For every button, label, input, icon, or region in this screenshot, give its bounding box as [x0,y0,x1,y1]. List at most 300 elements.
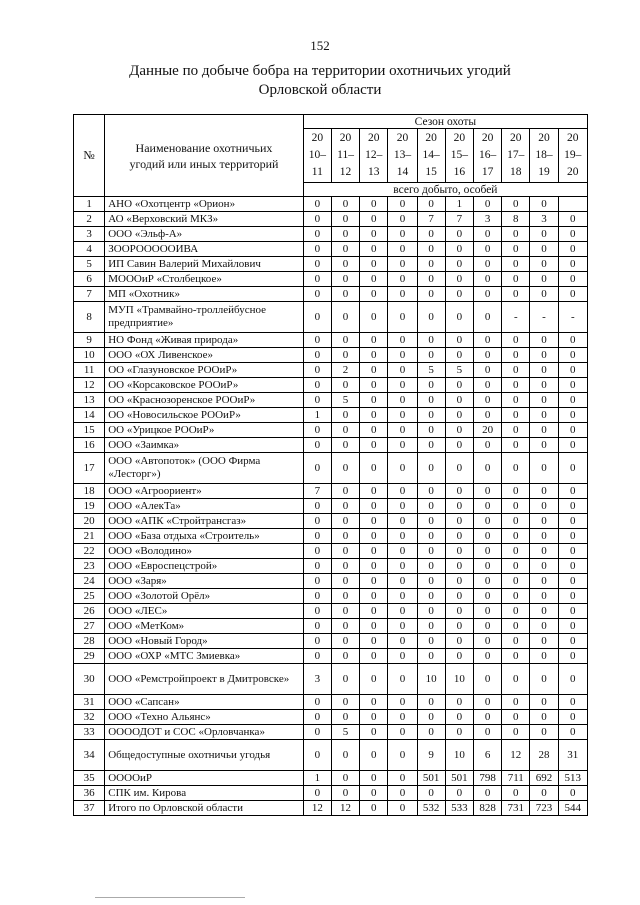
harvest-count: 0 [303,287,331,302]
harvest-count: 0 [558,453,587,484]
hunting-ground-name: ОО «Краснозоренское РООиР» [105,393,304,408]
harvest-count: 0 [388,408,417,423]
hunting-ground-name: ООО «Золотой Орёл» [105,589,304,604]
table-row [74,695,588,710]
harvest-count: 0 [360,740,388,771]
hunting-ground-name: АНО «Охотцентр «Орион» [105,197,304,212]
harvest-count: 0 [303,710,331,725]
row-number: 21 [74,529,105,544]
harvest-count: 0 [360,423,388,438]
harvest-count: 0 [388,649,417,664]
harvest-count: 0 [530,408,558,423]
table-row [74,771,588,786]
season-year-part: 17 [481,166,494,178]
hunting-ground-name: ООО «Заимка» [105,438,304,453]
season-year-part: 18 [510,166,522,178]
harvest-count: 0 [558,604,587,619]
hunting-ground-name: ОО «Глазуновское РООиР» [105,363,304,378]
harvest-count: - [530,302,558,333]
harvest-count: 0 [417,529,445,544]
harvest-count: 0 [417,227,445,242]
harvest-count: 0 [360,453,388,484]
row-number: 8 [74,302,105,333]
season-year-header [331,129,359,183]
row-number: 24 [74,574,105,589]
harvest-count: 20 [473,423,501,438]
season-year-part: 20 [481,132,494,144]
harvest-count: 0 [473,619,501,634]
row-number: 28 [74,634,105,649]
harvest-count: 0 [303,544,331,559]
harvest-count: 5 [417,363,445,378]
harvest-count: 0 [388,348,417,363]
harvest-count: 0 [502,227,530,242]
hunting-ground-name: ООО «Заря» [105,574,304,589]
hunting-ground-name: ОО «Урицкое РООиР» [105,423,304,438]
harvest-count: 0 [388,242,417,257]
harvest-count: 0 [303,378,331,393]
harvest-count: 0 [502,574,530,589]
harvest-count: 0 [417,514,445,529]
harvest-count: 0 [473,408,501,423]
harvest-count: 0 [388,695,417,710]
harvest-count: 0 [303,333,331,348]
harvest-count: 0 [530,453,558,484]
harvest-count: 0 [502,695,530,710]
harvest-count: 0 [331,529,359,544]
harvest-count: 1 [303,408,331,423]
season-year-part: 16 [453,166,466,178]
harvest-count: 0 [331,649,359,664]
table-row [74,423,588,438]
harvest-count: 0 [445,438,473,453]
harvest-count: 0 [417,393,445,408]
harvest-count: 0 [303,197,331,212]
harvest-count: 0 [558,619,587,634]
harvest-count: 3 [473,212,501,227]
harvest-count: 731 [502,801,530,816]
harvest-count: 0 [558,287,587,302]
harvest-count: 0 [530,619,558,634]
harvest-count: 0 [388,604,417,619]
harvest-count: 0 [331,287,359,302]
harvest-count: 0 [445,604,473,619]
harvest-count: 0 [473,499,501,514]
harvest-count: 0 [530,574,558,589]
table-row [74,710,588,725]
harvest-count: 0 [388,438,417,453]
harvest-count: 10 [417,664,445,695]
harvest-count: 0 [360,348,388,363]
hunting-ground-name: ИП Савин Валерий Михайлович [105,257,304,272]
season-year-part: 11 [311,166,323,178]
harvest-count: 0 [445,408,473,423]
harvest-count: 0 [303,559,331,574]
harvest-count: 0 [331,438,359,453]
hunting-ground-name: ООО «МетКом» [105,619,304,634]
harvest-count: 0 [388,619,417,634]
harvest-count: 0 [360,589,388,604]
hunting-ground-name: ООО «ОХ Ливенское» [105,348,304,363]
harvest-count: 0 [417,649,445,664]
harvest-count: 0 [502,287,530,302]
table-row [74,529,588,544]
harvest-count: 0 [331,604,359,619]
harvest-count: 0 [502,589,530,604]
column-header-name [105,115,304,197]
season-year-part: 14– [422,149,440,161]
harvest-count: 0 [558,529,587,544]
harvest-count: 0 [445,589,473,604]
harvest-count: 0 [388,514,417,529]
table-row [74,559,588,574]
harvest-count: 0 [388,212,417,227]
season-year-part: 16– [478,149,497,161]
harvest-count: 0 [473,287,501,302]
harvest-count: 0 [502,197,530,212]
harvest-count: 0 [473,695,501,710]
harvest-count: 5 [331,725,359,740]
harvest-count: 0 [331,771,359,786]
harvest-count: 0 [558,242,587,257]
harvest-count: 0 [473,529,501,544]
harvest-count: 0 [331,514,359,529]
row-number: 26 [74,604,105,619]
row-number: 31 [74,695,105,710]
harvest-count: 0 [388,499,417,514]
harvest-count: 711 [502,771,530,786]
hunting-ground-name: ОО «Новосильское РООиР» [105,408,304,423]
table-row [74,227,588,242]
harvest-count: 501 [445,771,473,786]
table-row [74,212,588,227]
table-row [74,589,588,604]
harvest-count: 0 [388,378,417,393]
hunting-ground-name: Общедоступные охотничьи угодья [105,740,304,771]
harvest-count: 0 [417,619,445,634]
harvest-count: 0 [303,363,331,378]
row-number: 23 [74,559,105,574]
harvest-count: 0 [502,408,530,423]
harvest-count: 0 [445,725,473,740]
harvest-count: 0 [473,363,501,378]
table-row [74,348,588,363]
row-number: 35 [74,771,105,786]
row-number: 16 [74,438,105,453]
harvest-count: 0 [530,664,558,695]
harvest-count: 0 [417,272,445,287]
row-number: 29 [74,649,105,664]
harvest-count: 0 [558,649,587,664]
harvest-count: 0 [502,619,530,634]
season-year-header [445,129,473,183]
harvest-count: 0 [303,529,331,544]
harvest-count: 0 [417,287,445,302]
season-year-header [530,129,558,183]
season-year-part: 14 [396,166,409,178]
harvest-count: 0 [530,514,558,529]
row-number: 17 [74,453,105,484]
row-number: 18 [74,484,105,499]
row-number: 19 [74,499,105,514]
harvest-count: 2 [331,363,359,378]
harvest-count: 0 [388,227,417,242]
harvest-count: 0 [502,423,530,438]
harvest-count: 0 [502,499,530,514]
season-year-part: 18– [535,149,553,161]
harvest-count: 0 [473,197,501,212]
table-row [74,484,588,499]
harvest-count: 0 [388,574,417,589]
season-year-part: 10– [308,149,326,161]
row-number: 3 [74,227,105,242]
harvest-count: 0 [331,589,359,604]
harvest-count: 0 [445,272,473,287]
harvest-count: 828 [473,801,501,816]
unit-header: всего добыто, особей [303,183,587,197]
harvest-count: 0 [331,212,359,227]
harvest-count: 0 [558,786,587,801]
season-year-part: 20 [339,132,352,144]
hunting-ground-name: ООО «АПК «Стройтрансгаз» [105,514,304,529]
harvest-count: 0 [303,348,331,363]
harvest-count: 0 [388,197,417,212]
harvest-count: 0 [388,559,417,574]
harvest-count: 0 [445,287,473,302]
hunting-ground-name: ООО «Евроспецстрой» [105,559,304,574]
harvest-count: 0 [473,348,501,363]
harvest-count: 0 [445,786,473,801]
harvest-count: 0 [303,634,331,649]
harvest-count: 0 [331,408,359,423]
column-header-name-line-2: угодий или иных территорий [129,156,279,171]
harvest-count: 0 [360,363,388,378]
harvest-count: 0 [502,348,530,363]
harvest-count: 0 [530,499,558,514]
harvest-count: 0 [445,695,473,710]
harvest-count: 0 [445,302,473,333]
harvest-count: - [502,302,530,333]
harvest-count: 10 [445,740,473,771]
season-year-header [558,129,587,183]
harvest-count: 0 [388,544,417,559]
season-year-header [303,129,331,183]
harvest-count: 0 [558,589,587,604]
harvest-count: 0 [303,725,331,740]
row-number: 4 [74,242,105,257]
harvest-count: 0 [530,649,558,664]
harvest-count: 0 [331,499,359,514]
table-row [74,197,588,212]
harvest-count: 0 [417,423,445,438]
harvest-count: 1 [445,197,473,212]
table-row [74,438,588,453]
harvest-count: 0 [331,664,359,695]
hunting-ground-name: СПК им. Кирова [105,786,304,801]
row-number: 15 [74,423,105,438]
harvest-count: 0 [530,333,558,348]
harvest-count: 0 [558,710,587,725]
hunting-ground-name: МП «Охотник» [105,287,304,302]
footer-rule [95,897,245,898]
row-number: 10 [74,348,105,363]
harvest-count: 0 [445,453,473,484]
table-row [74,499,588,514]
harvest-count: 0 [445,619,473,634]
harvest-count: 0 [388,786,417,801]
table-row [74,574,588,589]
harvest-count: 0 [417,604,445,619]
harvest-count: 7 [417,212,445,227]
row-number: 13 [74,393,105,408]
harvest-count: 0 [558,544,587,559]
harvest-count: 0 [303,272,331,287]
harvest-count: 0 [473,378,501,393]
season-year-header [473,129,501,183]
row-number: 27 [74,619,105,634]
harvest-count: 0 [530,529,558,544]
season-year-part: 13 [367,166,380,178]
row-number: 12 [74,378,105,393]
harvest-count: 0 [502,604,530,619]
row-number: 2 [74,212,105,227]
season-year-part: 19 [538,166,550,178]
harvest-count: 0 [331,197,359,212]
harvest-count: 0 [473,453,501,484]
harvest-count: 0 [388,484,417,499]
harvest-count: 0 [473,242,501,257]
harvest-count: 0 [417,786,445,801]
harvest-count: 0 [530,786,558,801]
harvest-count: 0 [388,272,417,287]
harvest-count: 0 [473,574,501,589]
harvest-count: 0 [473,649,501,664]
harvest-count: 0 [303,423,331,438]
harvest-count: 0 [388,333,417,348]
harvest-count: 0 [445,499,473,514]
hunting-ground-name: АО «Верховский МКЗ» [105,212,304,227]
harvest-count: 0 [473,604,501,619]
harvest-count: 0 [331,348,359,363]
harvest-count: 0 [331,619,359,634]
season-year-part: 20 [567,166,579,178]
harvest-count: 0 [417,589,445,604]
harvest-count: 0 [445,242,473,257]
harvest-count: 0 [445,484,473,499]
harvest-count: 0 [303,604,331,619]
season-year-part: 20 [453,132,466,144]
table-row [74,363,588,378]
harvest-count: 0 [360,634,388,649]
harvest-count: 0 [360,242,388,257]
harvest-count: 0 [530,423,558,438]
table-row [74,514,588,529]
hunting-ground-name: ООО «Ремстройпроект в Дмитровске» [105,664,304,695]
harvest-count: 0 [473,559,501,574]
harvest-count: 0 [473,438,501,453]
season-year-part: 20 [367,132,380,144]
harvest-count: 0 [388,257,417,272]
harvest-count: 0 [558,574,587,589]
harvest-count: 0 [530,242,558,257]
harvest-count: 0 [502,544,530,559]
harvest-count: 0 [502,710,530,725]
harvest-count: 9 [417,740,445,771]
harvest-count: 0 [558,378,587,393]
row-number: 33 [74,725,105,740]
harvest-count: 3 [530,212,558,227]
harvest-count: 0 [331,559,359,574]
harvest-count: 0 [530,589,558,604]
season-year-part: 20 [311,132,324,144]
harvest-count: 0 [331,333,359,348]
harvest-count: 0 [303,257,331,272]
harvest-count: 532 [417,801,445,816]
harvest-count: 0 [473,484,501,499]
harvest-count: 0 [445,333,473,348]
harvest-count: 0 [445,227,473,242]
harvest-count: 0 [445,649,473,664]
harvest-count: 0 [530,348,558,363]
row-number: 36 [74,786,105,801]
harvest-count: 501 [417,771,445,786]
harvest-count: 0 [303,514,331,529]
harvest-count: 0 [331,257,359,272]
hunting-ground-name: ООО «Техно Альянс» [105,710,304,725]
title-line-1: Данные по добыче бобра на территории охотничьих угодий [129,63,511,79]
harvest-count: 0 [417,710,445,725]
harvest-count: 0 [388,287,417,302]
table-row [74,634,588,649]
column-header-number: № [74,115,105,197]
harvest-count: 798 [473,771,501,786]
harvest-count: 0 [417,302,445,333]
harvest-count: 0 [331,378,359,393]
table-row [74,287,588,302]
table-row [74,604,588,619]
harvest-count: 723 [530,801,558,816]
harvest-count: 5 [445,363,473,378]
season-year-part: 17– [507,149,525,161]
hunting-ground-name: ОО «Корсаковское РООиР» [105,378,304,393]
harvest-count: 0 [558,695,587,710]
harvest-count: 0 [558,272,587,287]
harvest-count: 0 [530,634,558,649]
harvest-count: 0 [502,725,530,740]
harvest-count: 0 [473,664,501,695]
harvest-count: 692 [530,771,558,786]
harvest-count: 0 [558,499,587,514]
harvest-count: 0 [360,801,388,816]
season-year-part: 20 [567,132,579,144]
harvest-count: 0 [445,710,473,725]
title-line-2: Орловской области [258,82,382,98]
harvest-count: 0 [331,484,359,499]
harvest-count: 0 [445,574,473,589]
harvest-count: 0 [388,740,417,771]
harvest-count: 0 [530,484,558,499]
harvest-count: 0 [360,786,388,801]
hunting-ground-name: ЗООРОООООИВА [105,242,304,257]
harvest-count: 0 [360,664,388,695]
harvest-count: 0 [388,302,417,333]
season-year-part: 19– [564,149,582,161]
harvest-count: 0 [445,634,473,649]
harvest-count: 0 [331,740,359,771]
page-number: 152 [310,38,330,53]
harvest-count: 8 [502,212,530,227]
harvest-count: 0 [360,529,388,544]
